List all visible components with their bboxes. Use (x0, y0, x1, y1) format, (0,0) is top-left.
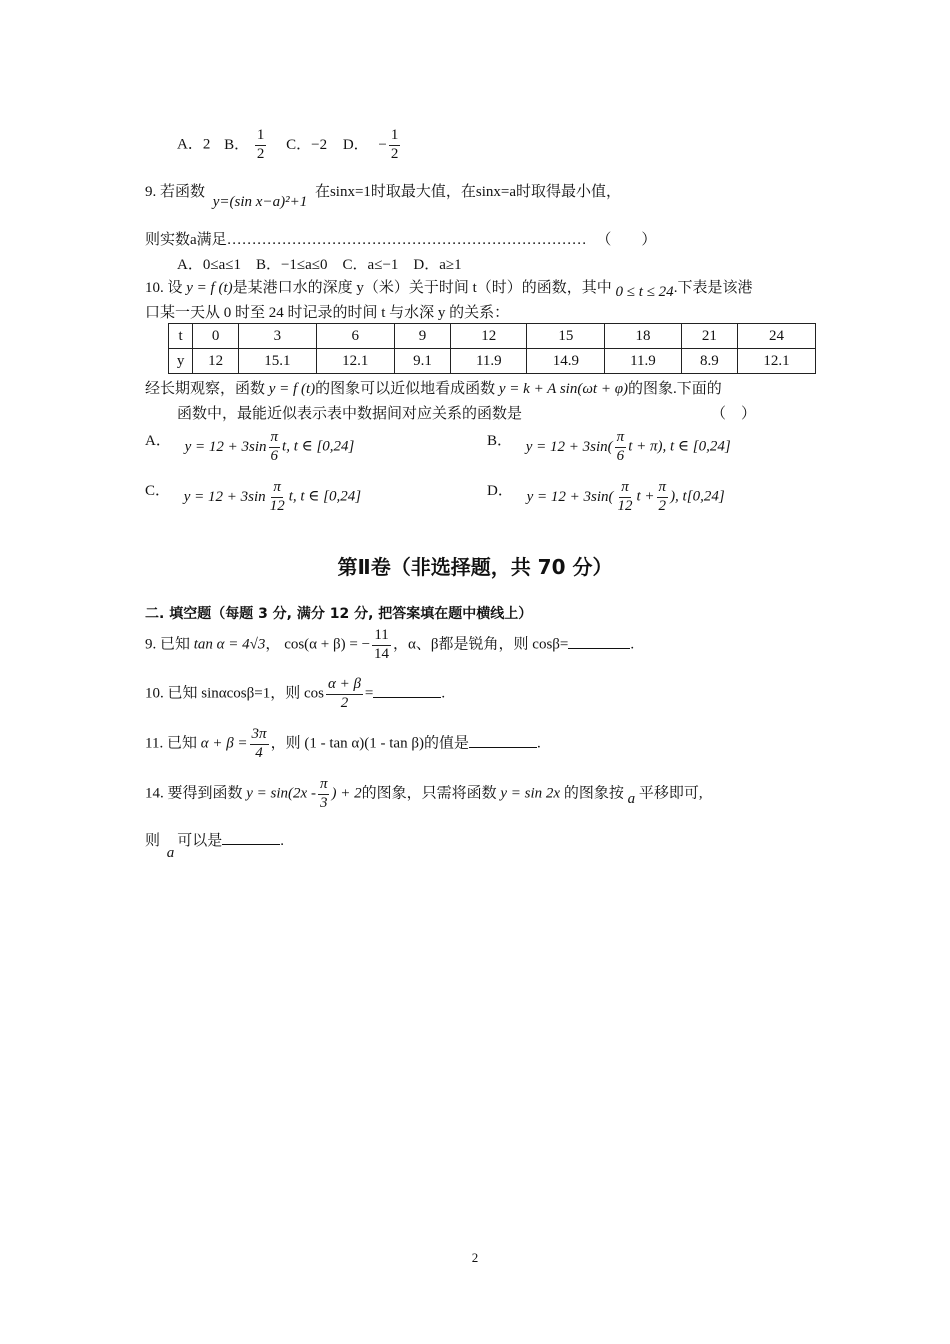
q10-option-b (487, 430, 731, 465)
q10-after-text3: 的图象.下面的 (628, 381, 722, 397)
table-cell: 15.1 (239, 349, 317, 374)
q10-line2: 口某一天从 0 时至 24 时记录的时间 t 与水深 y 的关系： (145, 305, 510, 321)
table-cell: 11.9 (451, 349, 527, 374)
q9-condition: 在sinx=1时取最大值，在sinx=a时取得最小值， (314, 184, 622, 200)
neg-half-fraction: $\frac{1}{2}$ (390, 127, 399, 162)
q8-options (177, 128, 402, 163)
fraction: $\frac{\pi}{6}$ (616, 429, 625, 464)
table-row (169, 324, 816, 349)
f14-mid: 的图象，只需将函数 (361, 785, 497, 802)
option-d: D． (342, 136, 369, 153)
f11-mid: ，则 (270, 735, 301, 752)
q9-answer-paren: （ ） (596, 232, 657, 248)
fraction: $\frac{\pi}{2}$ (658, 479, 667, 514)
f14-line2-post: 可以是 (177, 833, 223, 849)
f9-prefix: 9. 已知 (145, 636, 191, 653)
f14-fraction: $\frac{\pi}{3}$ (319, 776, 328, 811)
f9-sep: ， (265, 636, 281, 653)
option-a: A．2 (177, 136, 211, 153)
f9-cos: cos(α + β) = − (284, 636, 371, 653)
q10-option-c (145, 480, 361, 515)
q10-after1 (145, 377, 722, 398)
option-label: A． (145, 432, 171, 449)
q10-end: .下表是该港 (673, 280, 753, 296)
option-formula: y = 12 + 3sin (184, 438, 267, 455)
f11-fraction: $\frac{3\pi}{4}$ (251, 726, 267, 761)
table-cell: 24 (738, 324, 816, 349)
f11-expr: (1 - tan α)(1 - tan β) (304, 735, 424, 752)
q9-line2 (145, 228, 656, 249)
section-title: 第Ⅱ卷（非选择题，共 70 分） (337, 555, 613, 579)
option-label: C． (145, 482, 171, 499)
vector-a: a (627, 790, 636, 807)
q10-mid: 是某港口水的深度 y（米）关于时间 t（时）的函数，其中 (232, 280, 612, 296)
f14-post: 的图象按 (563, 785, 624, 802)
table-cell: 9.1 (394, 349, 450, 374)
option-label: B． (487, 432, 513, 449)
table-cell: 3 (239, 324, 317, 349)
f14-end: 平移即可, (638, 785, 703, 802)
table-cell: 21 (681, 324, 737, 349)
table-cell: 12 (451, 324, 527, 349)
f11-end: . (536, 735, 541, 752)
q9-prefix: 9. 若函数 (145, 184, 206, 200)
f11-lhs: α + β = (200, 735, 248, 752)
q10-option-d (487, 480, 725, 515)
table-cell: t (169, 324, 193, 349)
q10-after2-text: 函数中，最能近似表示表中数据间对应关系的函数是 (177, 406, 523, 422)
f9-fraction: $\frac{11}{14}$ (374, 627, 390, 662)
depth-table (168, 323, 816, 374)
table-cell: 14.9 (527, 349, 605, 374)
answer-blank[interactable] (373, 683, 441, 698)
f10-end: . (441, 685, 446, 702)
f10-fraction: $\frac{\alpha + \beta}{2}$ (327, 676, 361, 711)
fill-q10 (145, 677, 445, 712)
fraction: $\frac{\pi}{6}$ (270, 429, 279, 464)
f9-tan: tan α = 4√3 (193, 636, 266, 653)
table-cell: 6 (316, 324, 394, 349)
fraction: $\frac{\pi}{12}$ (269, 479, 285, 514)
table-cell: 18 (605, 324, 681, 349)
q10-line1 (145, 276, 753, 300)
answer-blank[interactable] (469, 733, 537, 748)
table-cell: 12.1 (738, 349, 816, 374)
q10-range: 0 ≤ t ≤ 24 (615, 284, 674, 300)
page-number: 2 (471, 1250, 479, 1265)
f11-prefix: 11. 已知 (145, 735, 197, 752)
f10-eq: = (364, 685, 374, 702)
q9-stem (145, 180, 622, 210)
table-cell: 0 (193, 324, 239, 349)
option-formula-end: t, t ∈ [0,24] (288, 488, 362, 505)
f9-end: . (630, 636, 635, 653)
f14-fn1-end: ) + 2 (331, 785, 362, 802)
f14-fn2: y = sin 2x (500, 785, 561, 802)
option-formula-end: ), t[0,24] (670, 488, 725, 505)
fill-q14-line2 (145, 829, 285, 861)
f14-fn1: y = sin(2x - (246, 785, 316, 802)
option-formula: y = 12 + 3sin( (525, 438, 613, 455)
option-formula: y = 12 + 3sin( (526, 488, 614, 505)
f14-prefix: 14. 要得到函数 (145, 785, 243, 802)
q9-options: A．0≤a≤1 B．−1≤a≤0 C．a≤−1 D．a≥1 (177, 257, 462, 273)
answer-blank[interactable] (568, 634, 630, 649)
q10-yft: y = f (t) (186, 280, 233, 296)
q10-after-text2: 的图象可以近似地看成函数 (315, 381, 496, 397)
option-formula: y = 12 + 3sin (183, 488, 266, 505)
q10-after-text: 经长期观察，函数 (145, 381, 266, 397)
fill-q14 (145, 777, 703, 812)
table-cell: 9 (394, 324, 450, 349)
fill-in-header: 二. 填空题（每题 3 分, 满分 12 分, 把答案填在题中横线上） (145, 606, 533, 622)
vector-a: a (166, 845, 175, 861)
f10-prefix: 10. 已知 sinαcosβ=1，则 (145, 685, 301, 702)
table-cell: y (169, 349, 193, 374)
table-cell: 11.9 (605, 349, 681, 374)
answer-blank[interactable] (222, 830, 280, 845)
table-cell: 8.9 (681, 349, 737, 374)
option-b: B． (224, 136, 250, 153)
neg-sign: − (378, 136, 387, 153)
fill-q9 (145, 628, 634, 663)
q10-option-a (145, 430, 354, 465)
q10-prefix: 10. 设 (145, 280, 183, 296)
q9-function: y=(sin x−a)²+1 (212, 194, 308, 210)
f14-line2-end: . (280, 833, 285, 849)
table-row (169, 349, 816, 374)
f10-cos: cos (303, 685, 324, 702)
option-label: D． (487, 482, 513, 499)
q10-after2 (177, 402, 757, 423)
q10-model: y = k + A sin(ωt + φ) (498, 381, 628, 397)
table-cell: 12 (193, 349, 239, 374)
option-formula-end: t, t ∈ [0,24] (282, 438, 355, 455)
fill-q11 (145, 727, 541, 762)
half-fraction: $\frac{1}{2}$ (256, 127, 265, 162)
fraction: $\frac{\pi}{12}$ (617, 479, 633, 514)
f11-post: 的值是 (423, 735, 469, 752)
table-cell: 15 (527, 324, 605, 349)
q9-dots: ……………………………………………………………… (226, 232, 587, 248)
q10-answer-paren: （ ） (711, 406, 757, 422)
option-formula-end: t + π), t ∈ [0,24] (628, 438, 731, 455)
option-formula-mid: t + (636, 488, 655, 505)
option-c: C．−2 (286, 136, 328, 153)
f9-post: ，α、β都是锐角，则 cosβ= (393, 636, 569, 653)
table-cell: 12.1 (316, 349, 394, 374)
q10-yft-2: y = f (t) (268, 381, 316, 397)
f14-line2-prefix: 则 (145, 833, 161, 849)
q9-line2-text: 则实数a满足 (145, 232, 227, 248)
